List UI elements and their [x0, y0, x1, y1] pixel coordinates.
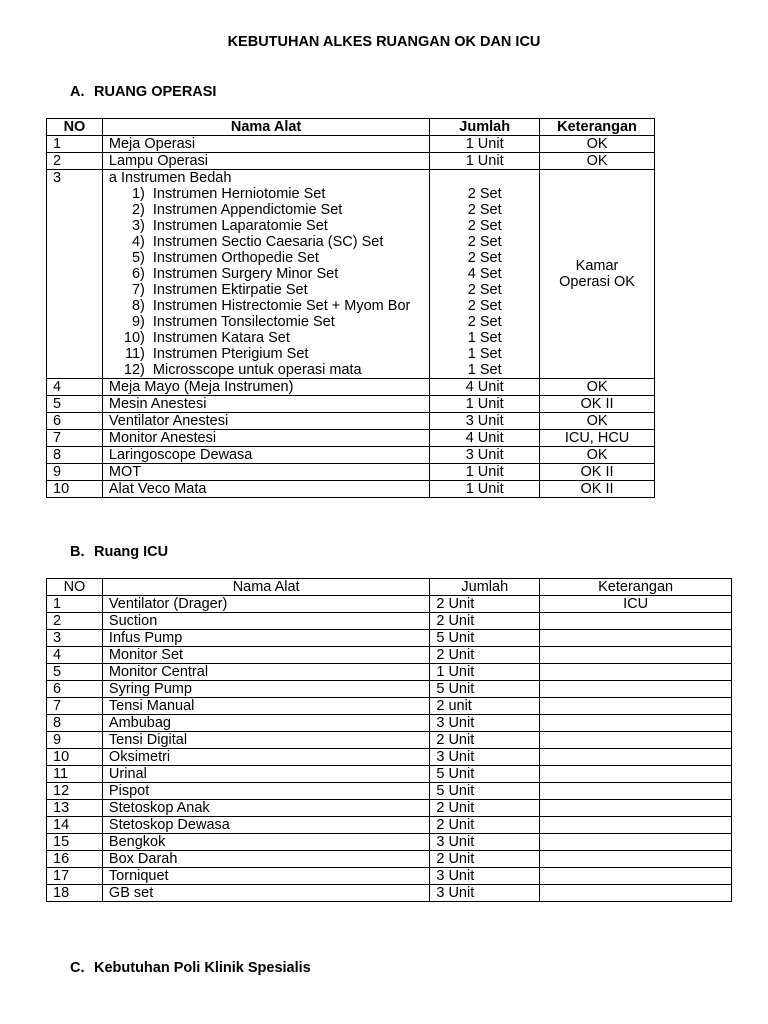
cell-no: 8	[47, 447, 103, 464]
cell-no: 4	[47, 379, 103, 396]
section-c-title: Kebutuhan Poli Klinik Spesialis	[94, 960, 311, 976]
table-row	[47, 698, 732, 715]
table-row	[47, 630, 732, 647]
cell-no: 3	[47, 170, 103, 379]
cell-jumlah: 5 Unit	[430, 783, 540, 800]
cell-nama-alat: Ventilator (Drager)	[102, 596, 429, 613]
cell-jumlah: 4 Unit	[430, 379, 540, 396]
cell-keterangan	[540, 783, 732, 800]
cell-no: 12	[47, 783, 103, 800]
table-header-row	[47, 119, 655, 136]
table-row	[47, 464, 655, 481]
table-row	[47, 851, 732, 868]
cell-no: 9	[47, 732, 103, 749]
instrument-number: 10)	[123, 330, 145, 346]
instrument-number: 1)	[131, 186, 145, 202]
cell-nama-alat: Stetoskop Dewasa	[102, 817, 429, 834]
instrument-item	[109, 298, 429, 314]
instrument-number: 8)	[131, 298, 145, 314]
cell-no: 10	[47, 749, 103, 766]
cell-jumlah: 2 Unit	[430, 817, 540, 834]
table-row	[47, 413, 655, 430]
cell-jumlah: 2 Unit	[430, 732, 540, 749]
cell-jumlah: 5 Unit	[430, 630, 540, 647]
header-nama-alat: Nama Alat	[102, 579, 429, 596]
table-row	[47, 800, 732, 817]
cell-jumlah: 2 unit	[430, 698, 540, 715]
table-row	[47, 817, 732, 834]
cell-keterangan-group	[540, 170, 655, 379]
instrument-name: Instrumen Katara Set	[152, 330, 290, 346]
cell-nama-alat: Pispot	[102, 783, 429, 800]
instrument-number: 12)	[123, 362, 145, 378]
instrument-item	[109, 186, 429, 202]
cell-jumlah: 2 Unit	[430, 613, 540, 630]
instrument-name: Instrumen Ektirpatie Set	[152, 282, 308, 298]
instrument-item	[109, 282, 429, 298]
cell-nama-alat: Laringoscope Dewasa	[102, 447, 429, 464]
cell-keterangan: OK	[540, 379, 655, 396]
cell-no: 7	[47, 430, 103, 447]
instrument-number: 3)	[131, 218, 145, 234]
instrument-jumlah: 2 Set	[467, 298, 502, 314]
table-row	[47, 613, 732, 630]
cell-keterangan	[540, 885, 732, 902]
instrument-name: Instrumen Laparatomie Set	[152, 218, 328, 234]
table-row	[47, 885, 732, 902]
instrument-name: Instrumen Histrectomie Set + Myom Bor	[152, 298, 411, 314]
table-row	[47, 379, 655, 396]
cell-no: 3	[47, 630, 103, 647]
cell-nama-alat: GB set	[102, 885, 429, 902]
instrument-jumlah: 4 Set	[467, 266, 502, 282]
cell-no: 10	[47, 481, 103, 498]
cell-no: 9	[47, 464, 103, 481]
table-row	[47, 481, 655, 498]
cell-no: 1	[47, 136, 103, 153]
cell-nama-alat: MOT	[102, 464, 429, 481]
cell-nama-alat: Box Darah	[102, 851, 429, 868]
cell-nama-alat: Alat Veco Mata	[102, 481, 429, 498]
cell-jumlah: 2 Unit	[430, 851, 540, 868]
table-row	[47, 647, 732, 664]
section-b-title: Ruang ICU	[94, 544, 169, 560]
cell-no: 17	[47, 868, 103, 885]
instrument-number: 7)	[131, 282, 145, 298]
section-a-heading	[70, 84, 216, 100]
table-row	[47, 596, 732, 613]
cell-keterangan	[540, 766, 732, 783]
instrument-name: Instrumen Pterigium Set	[152, 346, 309, 362]
cell-keterangan	[540, 732, 732, 749]
cell-nama-alat: Monitor Set	[102, 647, 429, 664]
instrument-jumlah: 1 Set	[467, 330, 502, 346]
cell-keterangan	[540, 715, 732, 732]
cell-nama-alat: Suction	[102, 613, 429, 630]
cell-no: 5	[47, 664, 103, 681]
cell-jumlah: 3 Unit	[430, 749, 540, 766]
cell-nama-alat: Tensi Digital	[102, 732, 429, 749]
cell-no: 6	[47, 413, 103, 430]
header-nama-alat: Nama Alat	[102, 119, 429, 136]
instrument-number: 9)	[131, 314, 145, 330]
table-row	[47, 868, 732, 885]
cell-jumlah: 4 Unit	[430, 430, 540, 447]
section-a-letter: A.	[70, 84, 85, 100]
instrument-item	[109, 346, 429, 362]
instrument-number: 5)	[131, 250, 145, 266]
cell-keterangan	[540, 647, 732, 664]
cell-no: 14	[47, 817, 103, 834]
ruang-icu-table	[46, 578, 732, 902]
cell-jumlah: 1 Unit	[430, 396, 540, 413]
instrument-item	[109, 218, 429, 234]
cell-jumlah: 1 Unit	[430, 664, 540, 681]
section-a-title: RUANG OPERASI	[94, 84, 217, 100]
cell-nama-alat-group	[102, 170, 429, 379]
instrument-item	[109, 314, 429, 330]
table-row	[47, 447, 655, 464]
cell-no: 15	[47, 834, 103, 851]
cell-keterangan: ICU, HCU	[540, 430, 655, 447]
cell-jumlah: 1 Unit	[430, 464, 540, 481]
section-b-letter: B.	[70, 544, 85, 560]
cell-no: 13	[47, 800, 103, 817]
cell-keterangan	[540, 749, 732, 766]
instrument-name: Instrumen Surgery Minor Set	[152, 266, 339, 282]
instrument-item	[109, 330, 429, 346]
section-c-heading	[70, 960, 311, 976]
cell-nama-alat: Torniquet	[102, 868, 429, 885]
cell-keterangan	[540, 851, 732, 868]
cell-jumlah: 2 Unit	[430, 800, 540, 817]
section-b-heading	[70, 544, 168, 560]
cell-no: 2	[47, 153, 103, 170]
cell-no: 18	[47, 885, 103, 902]
instrument-jumlah: 1 Set	[467, 346, 502, 362]
cell-jumlah: 3 Unit	[430, 834, 540, 851]
table-row	[47, 396, 655, 413]
cell-jumlah-group	[430, 170, 540, 379]
cell-nama-alat: Tensi Manual	[102, 698, 429, 715]
table-row	[47, 766, 732, 783]
table-row	[47, 783, 732, 800]
header-keterangan: Keterangan	[540, 119, 655, 136]
table-row	[47, 664, 732, 681]
cell-keterangan	[540, 817, 732, 834]
cell-jumlah: 3 Unit	[430, 868, 540, 885]
instrument-item	[109, 266, 429, 282]
instrument-jumlah: 2 Set	[467, 186, 502, 202]
cell-no: 16	[47, 851, 103, 868]
cell-nama-alat: Meja Mayo (Meja Instrumen)	[102, 379, 429, 396]
cell-keterangan: OK II	[540, 481, 655, 498]
instrument-item	[109, 234, 429, 250]
cell-no: 6	[47, 681, 103, 698]
table-row	[47, 715, 732, 732]
instrument-item	[109, 250, 429, 266]
ruang-operasi-table	[46, 118, 655, 498]
instrument-number: 2)	[131, 202, 145, 218]
cell-keterangan: OK	[540, 153, 655, 170]
cell-no: 8	[47, 715, 103, 732]
table-row	[47, 136, 655, 153]
instrument-jumlah: 2 Set	[467, 234, 502, 250]
cell-nama-alat: Meja Operasi	[102, 136, 429, 153]
cell-keterangan: OK II	[540, 464, 655, 481]
cell-keterangan	[540, 834, 732, 851]
cell-no: 7	[47, 698, 103, 715]
instrument-item	[109, 362, 429, 378]
cell-nama-alat: Monitor Central	[102, 664, 429, 681]
cell-jumlah: 2 Unit	[430, 596, 540, 613]
cell-no: 5	[47, 396, 103, 413]
cell-jumlah: 1 Unit	[430, 481, 540, 498]
ket-line-2: Operasi OK	[559, 274, 635, 290]
cell-jumlah: 1 Unit	[430, 136, 540, 153]
table-row	[47, 170, 655, 379]
instrument-jumlah: 1 Set	[467, 362, 502, 378]
instrument-name: Instrumen Orthopedie Set	[152, 250, 319, 266]
cell-keterangan: OK II	[540, 396, 655, 413]
cell-no: 11	[47, 766, 103, 783]
cell-keterangan	[540, 800, 732, 817]
instrument-item	[109, 202, 429, 218]
instrument-name: Instrumen Sectio Caesaria (SC) Set	[152, 234, 384, 250]
instrument-jumlah: 2 Set	[467, 202, 502, 218]
cell-keterangan: OK	[540, 447, 655, 464]
cell-keterangan	[540, 681, 732, 698]
cell-jumlah: 5 Unit	[430, 766, 540, 783]
cell-jumlah: 3 Unit	[430, 447, 540, 464]
cell-nama-alat: Infus Pump	[102, 630, 429, 647]
cell-keterangan: OK	[540, 413, 655, 430]
cell-keterangan	[540, 664, 732, 681]
table-header-row	[47, 579, 732, 596]
page-title: KEBUTUHAN ALKES RUANGAN OK DAN ICU	[227, 34, 541, 50]
cell-keterangan	[540, 868, 732, 885]
instrument-jumlah: 2 Set	[467, 250, 502, 266]
cell-jumlah: 3 Unit	[430, 715, 540, 732]
cell-jumlah: 3 Unit	[430, 885, 540, 902]
cell-nama-alat: Stetoskop Anak	[102, 800, 429, 817]
cell-nama-alat: Ambubag	[102, 715, 429, 732]
cell-nama-alat: Monitor Anestesi	[102, 430, 429, 447]
cell-no: 2	[47, 613, 103, 630]
instrument-name: Instrumen Herniotomie Set	[152, 186, 326, 202]
table-row	[47, 153, 655, 170]
cell-keterangan	[540, 630, 732, 647]
cell-no: 1	[47, 596, 103, 613]
cell-nama-alat: Bengkok	[102, 834, 429, 851]
header-jumlah: Jumlah	[430, 579, 540, 596]
instrument-number: 6)	[131, 266, 145, 282]
header-keterangan: Keterangan	[540, 579, 732, 596]
cell-keterangan: OK	[540, 136, 655, 153]
table-row	[47, 749, 732, 766]
section-c-letter: C.	[70, 960, 85, 976]
cell-keterangan: ICU	[540, 596, 732, 613]
header-jumlah: Jumlah	[430, 119, 540, 136]
group-label: a Instrumen Bedah	[108, 170, 232, 186]
cell-jumlah: 5 Unit	[430, 681, 540, 698]
cell-jumlah: 3 Unit	[430, 413, 540, 430]
instrument-jumlah: 2 Set	[467, 282, 502, 298]
cell-nama-alat: Oksimetri	[102, 749, 429, 766]
header-no: NO	[47, 579, 103, 596]
instrument-name: Microsscope untuk operasi mata	[152, 362, 362, 378]
cell-nama-alat: Syring Pump	[102, 681, 429, 698]
cell-nama-alat: Urinal	[102, 766, 429, 783]
ket-line-1: Kamar	[575, 258, 619, 274]
instrument-jumlah: 2 Set	[467, 218, 502, 234]
cell-nama-alat: Lampu Operasi	[102, 153, 429, 170]
cell-no: 4	[47, 647, 103, 664]
cell-keterangan	[540, 698, 732, 715]
cell-keterangan	[540, 613, 732, 630]
table-row	[47, 681, 732, 698]
cell-nama-alat: Ventilator Anestesi	[102, 413, 429, 430]
instrument-number: 4)	[131, 234, 145, 250]
cell-jumlah: 1 Unit	[430, 153, 540, 170]
instrument-number: 11)	[125, 346, 145, 362]
instrument-name: Instrumen Appendictomie Set	[152, 202, 343, 218]
header-no: NO	[47, 119, 103, 136]
table-row	[47, 834, 732, 851]
table-row	[47, 732, 732, 749]
cell-nama-alat: Mesin Anestesi	[102, 396, 429, 413]
cell-jumlah: 2 Unit	[430, 647, 540, 664]
instrument-jumlah: 2 Set	[467, 314, 502, 330]
instrument-name: Instrumen Tonsilectomie Set	[152, 314, 335, 330]
table-row	[47, 430, 655, 447]
